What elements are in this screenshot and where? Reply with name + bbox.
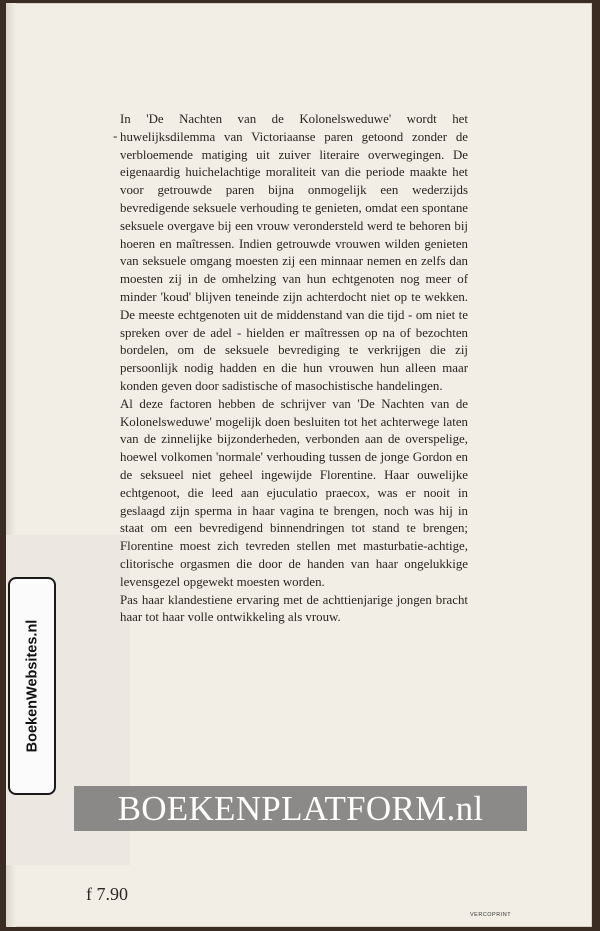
blurb-paragraph-1: In 'De Nachten van de Kolonelsweduwe' wordt het huwelijksdilemma van Victoriaanse paren getoond zonder de verbloemende matiging uit zuiver literaire overwegingen. De eigenaardig huichelachtige moraliteit van die periode maakte het voor getrouwde paren bijna onmogelijk een wederzijds bevredigende seksuele verhouding te genieten, omdat een spontane seksuele overgave bij een vrouw verondersteld werd te behoren bij hoeren en maîtressen. Indien getrouwde vrouwen wilden genieten van seksuele omgang moesten zij een minnaar nemen en zelfs dan moesten zij in de omhelzing van hun echtgenoten nog meer of minder 'koud' blijven teneinde zijn achterdocht niet op te wekken. De meeste echtgenoten uit de middenstand van die tijd - om niet te spreken over de adel - hielden er maîtressen op na of bezochten bordelen, om de seksuele bevrediging te verkrijgen die zij persoonlijk nodig hadden en die hun vrouwen hun alleen maar konden geven door sadistische of masochistische handelingen. xyxy=(120,112,468,393)
blurb-paragraph-3: Pas haar klandestiene ervaring met de achttienjarige jongen bracht haar tot haar volle ontwikkeling als vrouw. xyxy=(120,592,468,625)
margin-mark: - xyxy=(113,128,118,143)
price-label: f 7.90 xyxy=(86,884,128,904)
printer-mark: VERCOPRINT xyxy=(470,912,512,918)
watermark-banner: BOEKENPLATFORM.nl xyxy=(74,786,527,831)
boekenwebsites-sticker xyxy=(8,577,56,795)
sticker-label: BoekenWebsites.nl xyxy=(24,619,41,753)
blurb-paragraph-2: Al deze factoren hebben de schrijver van 'De Nachten van de Kolonelsweduwe' mogelijk doen besluiten tot het achterwege laten van de zinnelijke bijzonderheden, verbonden aan de overspelige, hoewel volkomen 'normale' verhouding tussen de jonge Gordon en de seksueel niet geheel ingewijde Florentine. Haar ouwelijke echtgenoot, die leed aan ejuculatio praecox, was er nooit in geslaagd zijn sperma in haar vagina te brengen, noch was hij in staat om een bevredigend binnendringen tot stand te brengen; Florentine moest zich tevreden stellen met masturbatie-achtige, clitorische orgasmen die door de handen van haar ongelukkige levensgezel opgewekt moesten worden. xyxy=(120,396,468,589)
blurb-text xyxy=(120,111,468,627)
